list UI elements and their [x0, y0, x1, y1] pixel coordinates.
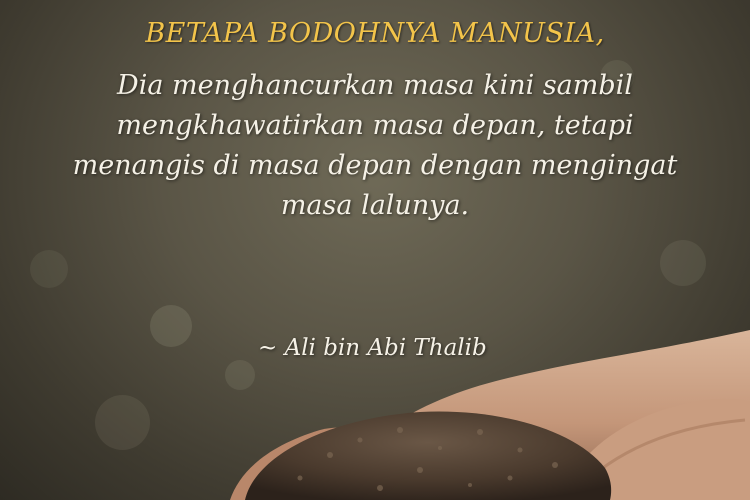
quote-title: BETAPA BODOHNYA MANUSIA,: [145, 18, 605, 49]
quote-body: [40, 66, 710, 226]
quote-line: masa lalunya.: [280, 190, 470, 221]
quote-line: menangis di masa depan dengan mengingat: [72, 150, 678, 181]
quote-line: mengkhawatirkan masa depan, tetapi: [116, 110, 634, 141]
quote-line: Dia menghancurkan masa kini sambil: [117, 70, 633, 101]
quote-author: ~ Ali bin Abi Thalib: [258, 335, 487, 361]
